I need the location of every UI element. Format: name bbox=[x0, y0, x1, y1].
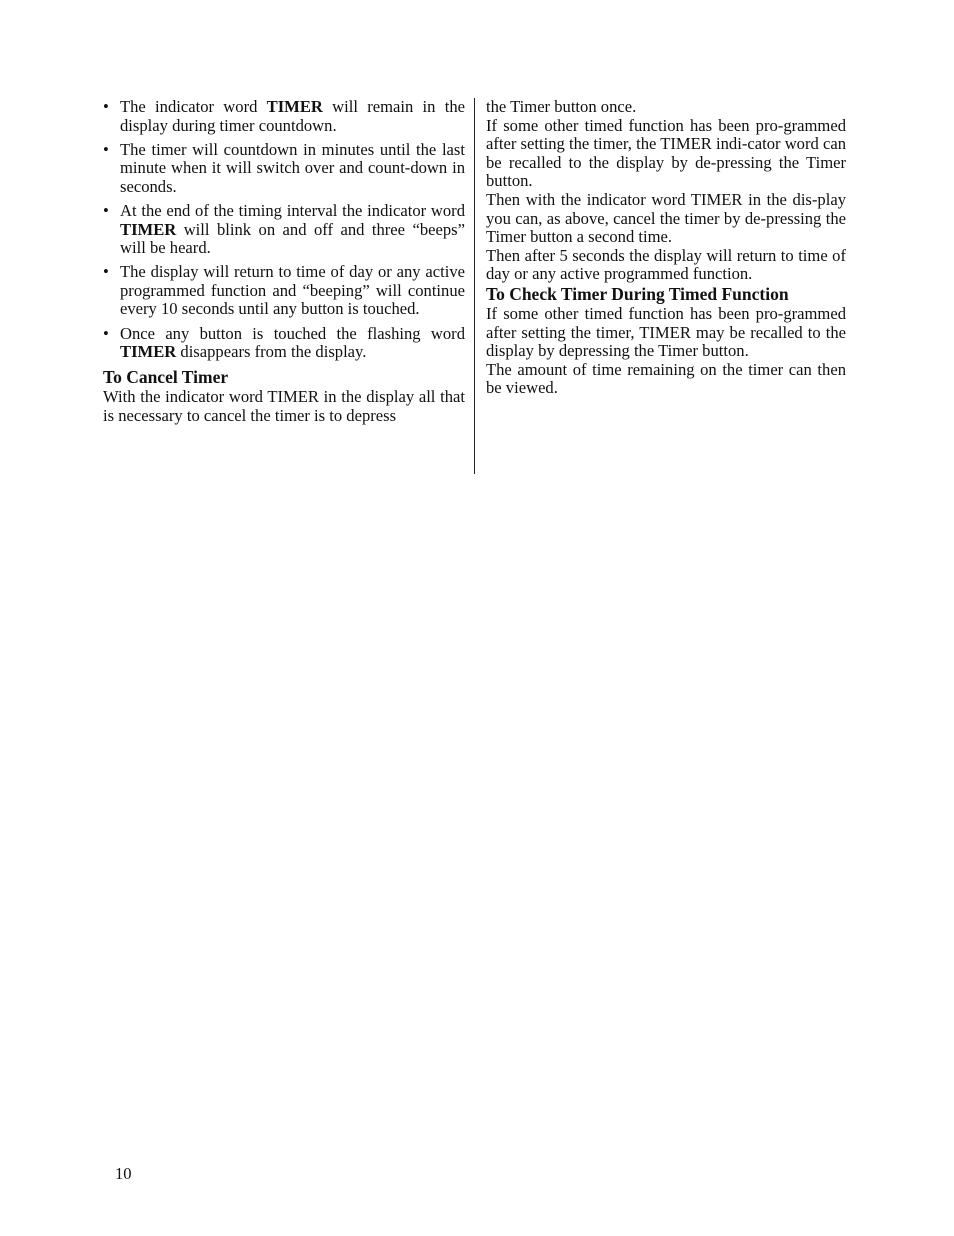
bullet-item: • The display will return to time of day or any active programmed function and “beeping” will continue every 10 seconds until any button is touched. bbox=[103, 262, 465, 319]
column-divider bbox=[474, 98, 475, 474]
bullet-icon: • bbox=[103, 139, 109, 159]
bullet-list bbox=[103, 98, 465, 362]
paragraph: Then with the indicator word TIMER in the dis-play you can, as above, cancel the timer by de-pressing the Timer button a second time. bbox=[486, 189, 846, 247]
paragraph: If some other timed function has been pro-grammed after setting the timer, the TIMER indi-cator word can be recalled to the display by de-pressing the Timer button. bbox=[486, 115, 846, 191]
bullet-icon: • bbox=[103, 97, 109, 116]
bullet-item: • The indicator word TIMER will remain in the display during timer countdown. bbox=[103, 97, 465, 135]
cancel-timer-heading: To Cancel Timer bbox=[103, 367, 229, 388]
bullet-icon: • bbox=[103, 323, 109, 343]
check-paragraph: The amount of time remaining on the timer can then be viewed. bbox=[486, 359, 846, 398]
right-column bbox=[486, 98, 846, 398]
bullet-icon: • bbox=[103, 262, 109, 282]
page-number: 10 bbox=[115, 1164, 132, 1183]
check-timer-heading: To Check Timer During Timed Function bbox=[486, 283, 789, 304]
bullet-item: • At the end of the timing interval the indicator word TIMER will blink on and off and three “beeps” will be heard. bbox=[103, 200, 465, 258]
bullet-item: • The timer will countdown in minutes until the last minute when it will switch over and count-down in seconds. bbox=[103, 139, 465, 196]
check-paragraph: If some other timed function has been pro-grammed after setting the timer, TIMER may be recalled to the display by depressing the Timer button. bbox=[486, 303, 846, 361]
paragraph: the Timer button once. bbox=[486, 97, 637, 116]
bullet-item: • Once any button is touched the flashing word TIMER disappears from the display. bbox=[103, 323, 465, 362]
cancel-timer-paragraph: With the indicator word TIMER in the display all that is necessary to cancel the timer is to depress bbox=[103, 387, 465, 425]
bullet-icon: • bbox=[103, 200, 109, 220]
left-column bbox=[103, 98, 465, 425]
paragraph: Then after 5 seconds the display will return to time of day or any active programmed function. bbox=[486, 245, 846, 284]
